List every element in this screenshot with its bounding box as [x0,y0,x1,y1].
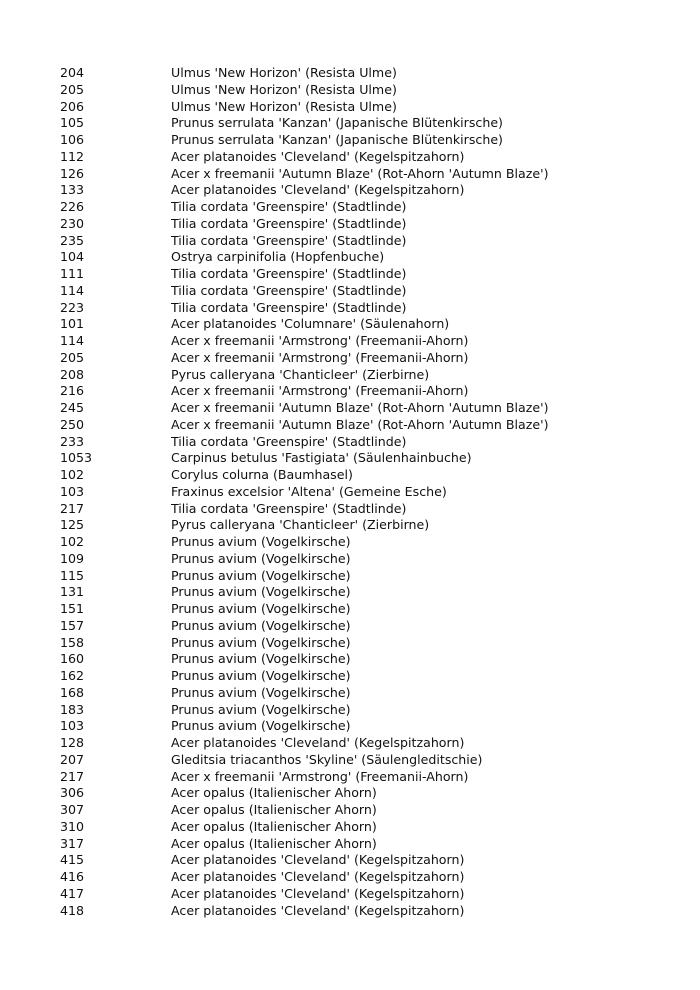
tree-species: Acer x freemanii 'Armstrong' (Freemanii-Ahorn) [171,333,469,348]
tree-number: 223 [60,299,85,315]
table-row [0,266,700,283]
tree-number: 151 [60,601,85,616]
tree-number: 101 [60,316,85,332]
table-row [0,99,700,116]
tree-number: 250 [60,416,85,432]
tree-number: 235 [60,232,85,248]
table-row [0,316,700,333]
tree-number: 111 [60,266,85,281]
tree-species: Tilia cordata 'Greenspire' (Stadtlinde) [171,199,407,214]
tree-species: Tilia cordata 'Greenspire' (Stadtlinde) [171,433,407,449]
table-row [0,819,700,836]
tree-species: Gleditsia triacanthos 'Skyline' (Säulengleditschie) [171,751,483,767]
table-row [0,718,700,735]
tree-species: Tilia cordata 'Greenspire' (Stadtlinde) [171,299,407,315]
table-row [0,651,700,668]
tree-number: 105 [60,115,85,131]
tree-number: 125 [60,517,85,533]
tree-species: Acer opalus (Italienischer Ahorn) [171,818,377,834]
tree-species: Prunus avium (Vogelkirsche) [171,684,351,700]
tree-species: Ulmus 'New Horizon' (Resista Ulme) [171,81,397,97]
table-row [0,852,700,869]
tree-species: Acer platanoides 'Cleveland' (Kegelspitzahorn) [171,182,465,198]
tree-number: 310 [60,818,85,834]
table-row [0,283,700,300]
tree-number: 102 [60,467,85,482]
tree-species: Acer platanoides 'Cleveland' (Kegelspitzahorn) [171,852,465,868]
table-row [0,802,700,819]
table-row [0,166,700,183]
table-row [0,568,700,585]
tree-species: Acer platanoides 'Cleveland' (Kegelspitzahorn) [171,902,465,918]
table-row [0,82,700,99]
table-row [0,434,700,451]
tree-number: 1053 [60,450,93,466]
tree-species: Corylus colurna (Baumhasel) [171,467,353,482]
tree-species: Acer platanoides 'Cleveland' (Kegelspitzahorn) [171,885,465,901]
table-row [0,199,700,216]
tree-number: 204 [60,65,85,80]
tree-number: 230 [60,215,85,231]
table-row [0,149,700,166]
tree-number: 103 [60,483,85,499]
table-row [0,903,700,920]
tree-species: Acer platanoides 'Cleveland' (Kegelspitzahorn) [171,148,465,164]
tree-number: 114 [60,282,85,298]
tree-species: Ulmus 'New Horizon' (Resista Ulme) [171,65,397,80]
tree-number: 306 [60,785,85,801]
tree-species: Pyrus calleryana 'Chanticleer' (Zierbirne) [171,517,430,533]
tree-number: 114 [60,333,85,348]
tree-species: Tilia cordata 'Greenspire' (Stadtlinde) [171,500,407,516]
tree-species: Pyrus calleryana 'Chanticleer' (Zierbirne) [171,366,430,382]
tree-number: 102 [60,534,85,549]
tree-species: Acer x freemanii 'Armstrong' (Freemanii-Ahorn) [171,768,469,784]
table-row [0,333,700,350]
tree-species: Acer opalus (Italienischer Ahorn) [171,802,377,817]
tree-species: Prunus avium (Vogelkirsche) [171,718,351,734]
tree-species: Acer platanoides 'Columnare' (Säulenahorn) [171,316,450,332]
table-row [0,132,700,149]
table-row [0,685,700,702]
tree-species: Acer opalus (Italienischer Ahorn) [171,835,377,851]
tree-number: 183 [60,701,85,717]
tree-number: 205 [60,349,85,365]
tree-species: Prunus avium (Vogelkirsche) [171,567,351,583]
table-row [0,383,700,400]
table-row [0,450,700,467]
tree-number: 206 [60,98,85,114]
table-row [0,869,700,886]
table-row [0,551,700,568]
table-row [0,668,700,685]
tree-species: Acer platanoides 'Cleveland' (Kegelspitzahorn) [171,869,465,884]
tree-number: 217 [60,500,85,516]
tree-number: 208 [60,366,85,382]
tree-number: 216 [60,383,85,399]
table-row [0,702,700,719]
tree-number: 128 [60,735,85,750]
table-row [0,534,700,551]
table-row [0,249,700,266]
tree-species: Acer x freemanii 'Autumn Blaze' (Rot-Ahorn 'Autumn Blaze') [171,165,549,181]
table-row [0,417,700,434]
tree-number: 233 [60,433,85,449]
tree-number: 205 [60,81,85,97]
table-row [0,601,700,618]
table-row [0,65,700,82]
table-row [0,584,700,601]
tree-list [0,65,700,919]
tree-species: Tilia cordata 'Greenspire' (Stadtlinde) [171,282,407,298]
table-row [0,517,700,534]
tree-species: Fraxinus excelsior 'Altena' (Gemeine Esche) [171,483,447,499]
tree-number: 168 [60,684,85,700]
tree-species: Acer x freemanii 'Armstrong' (Freemanii-Ahorn) [171,349,469,365]
table-row [0,367,700,384]
tree-number: 112 [60,148,85,164]
tree-species: Acer x freemanii 'Autumn Blaze' (Rot-Ahorn 'Autumn Blaze') [171,416,549,432]
tree-number: 245 [60,400,85,415]
tree-number: 317 [60,835,85,851]
tree-number: 160 [60,651,85,667]
table-row [0,886,700,903]
tree-species: Prunus avium (Vogelkirsche) [171,701,351,717]
tree-number: 158 [60,634,85,650]
tree-number: 307 [60,802,85,817]
tree-number: 417 [60,885,85,901]
tree-species: Ulmus 'New Horizon' (Resista Ulme) [171,98,397,114]
tree-number: 104 [60,249,85,265]
tree-species: Prunus avium (Vogelkirsche) [171,617,351,633]
tree-species: Prunus serrulata 'Kanzan' (Japanische Blütenkirsche) [171,115,503,131]
table-row [0,182,700,199]
tree-species: Acer opalus (Italienischer Ahorn) [171,785,377,801]
tree-species: Prunus avium (Vogelkirsche) [171,550,351,566]
table-row [0,618,700,635]
table-row [0,752,700,769]
table-row [0,400,700,417]
table-row [0,836,700,853]
table-row [0,484,700,501]
table-row [0,467,700,484]
tree-number: 217 [60,768,85,784]
table-row [0,501,700,518]
table-row [0,635,700,652]
tree-species: Tilia cordata 'Greenspire' (Stadtlinde) [171,266,407,281]
tree-number: 131 [60,584,85,600]
table-row [0,785,700,802]
table-row [0,735,700,752]
tree-species: Carpinus betulus 'Fastigiata' (Säulenhainbuche) [171,450,472,466]
tree-number: 226 [60,199,85,214]
table-row [0,233,700,250]
table-row [0,300,700,317]
tree-species: Prunus avium (Vogelkirsche) [171,668,351,683]
tree-number: 103 [60,718,85,734]
tree-number: 157 [60,617,85,633]
tree-species: Acer platanoides 'Cleveland' (Kegelspitzahorn) [171,735,465,750]
tree-species: Tilia cordata 'Greenspire' (Stadtlinde) [171,215,407,231]
tree-species: Prunus serrulata 'Kanzan' (Japanische Blütenkirsche) [171,132,503,147]
table-row [0,350,700,367]
tree-species: Acer x freemanii 'Armstrong' (Freemanii-Ahorn) [171,383,469,399]
tree-number: 115 [60,567,85,583]
tree-species: Ostrya carpinifolia (Hopfenbuche) [171,249,385,265]
tree-number: 416 [60,869,85,884]
tree-species: Prunus avium (Vogelkirsche) [171,584,351,600]
tree-number: 415 [60,852,85,868]
tree-species: Prunus avium (Vogelkirsche) [171,651,351,667]
table-row [0,216,700,233]
tree-number: 126 [60,165,85,181]
table-row [0,769,700,786]
tree-species: Prunus avium (Vogelkirsche) [171,534,351,549]
tree-species: Tilia cordata 'Greenspire' (Stadtlinde) [171,232,407,248]
tree-species: Prunus avium (Vogelkirsche) [171,634,351,650]
tree-number: 162 [60,668,85,683]
tree-number: 207 [60,751,85,767]
table-row [0,115,700,132]
tree-number: 418 [60,902,85,918]
tree-number: 109 [60,550,85,566]
tree-species: Acer x freemanii 'Autumn Blaze' (Rot-Ahorn 'Autumn Blaze') [171,400,549,415]
tree-number: 106 [60,132,85,147]
tree-number: 133 [60,182,85,198]
tree-species: Prunus avium (Vogelkirsche) [171,601,351,616]
